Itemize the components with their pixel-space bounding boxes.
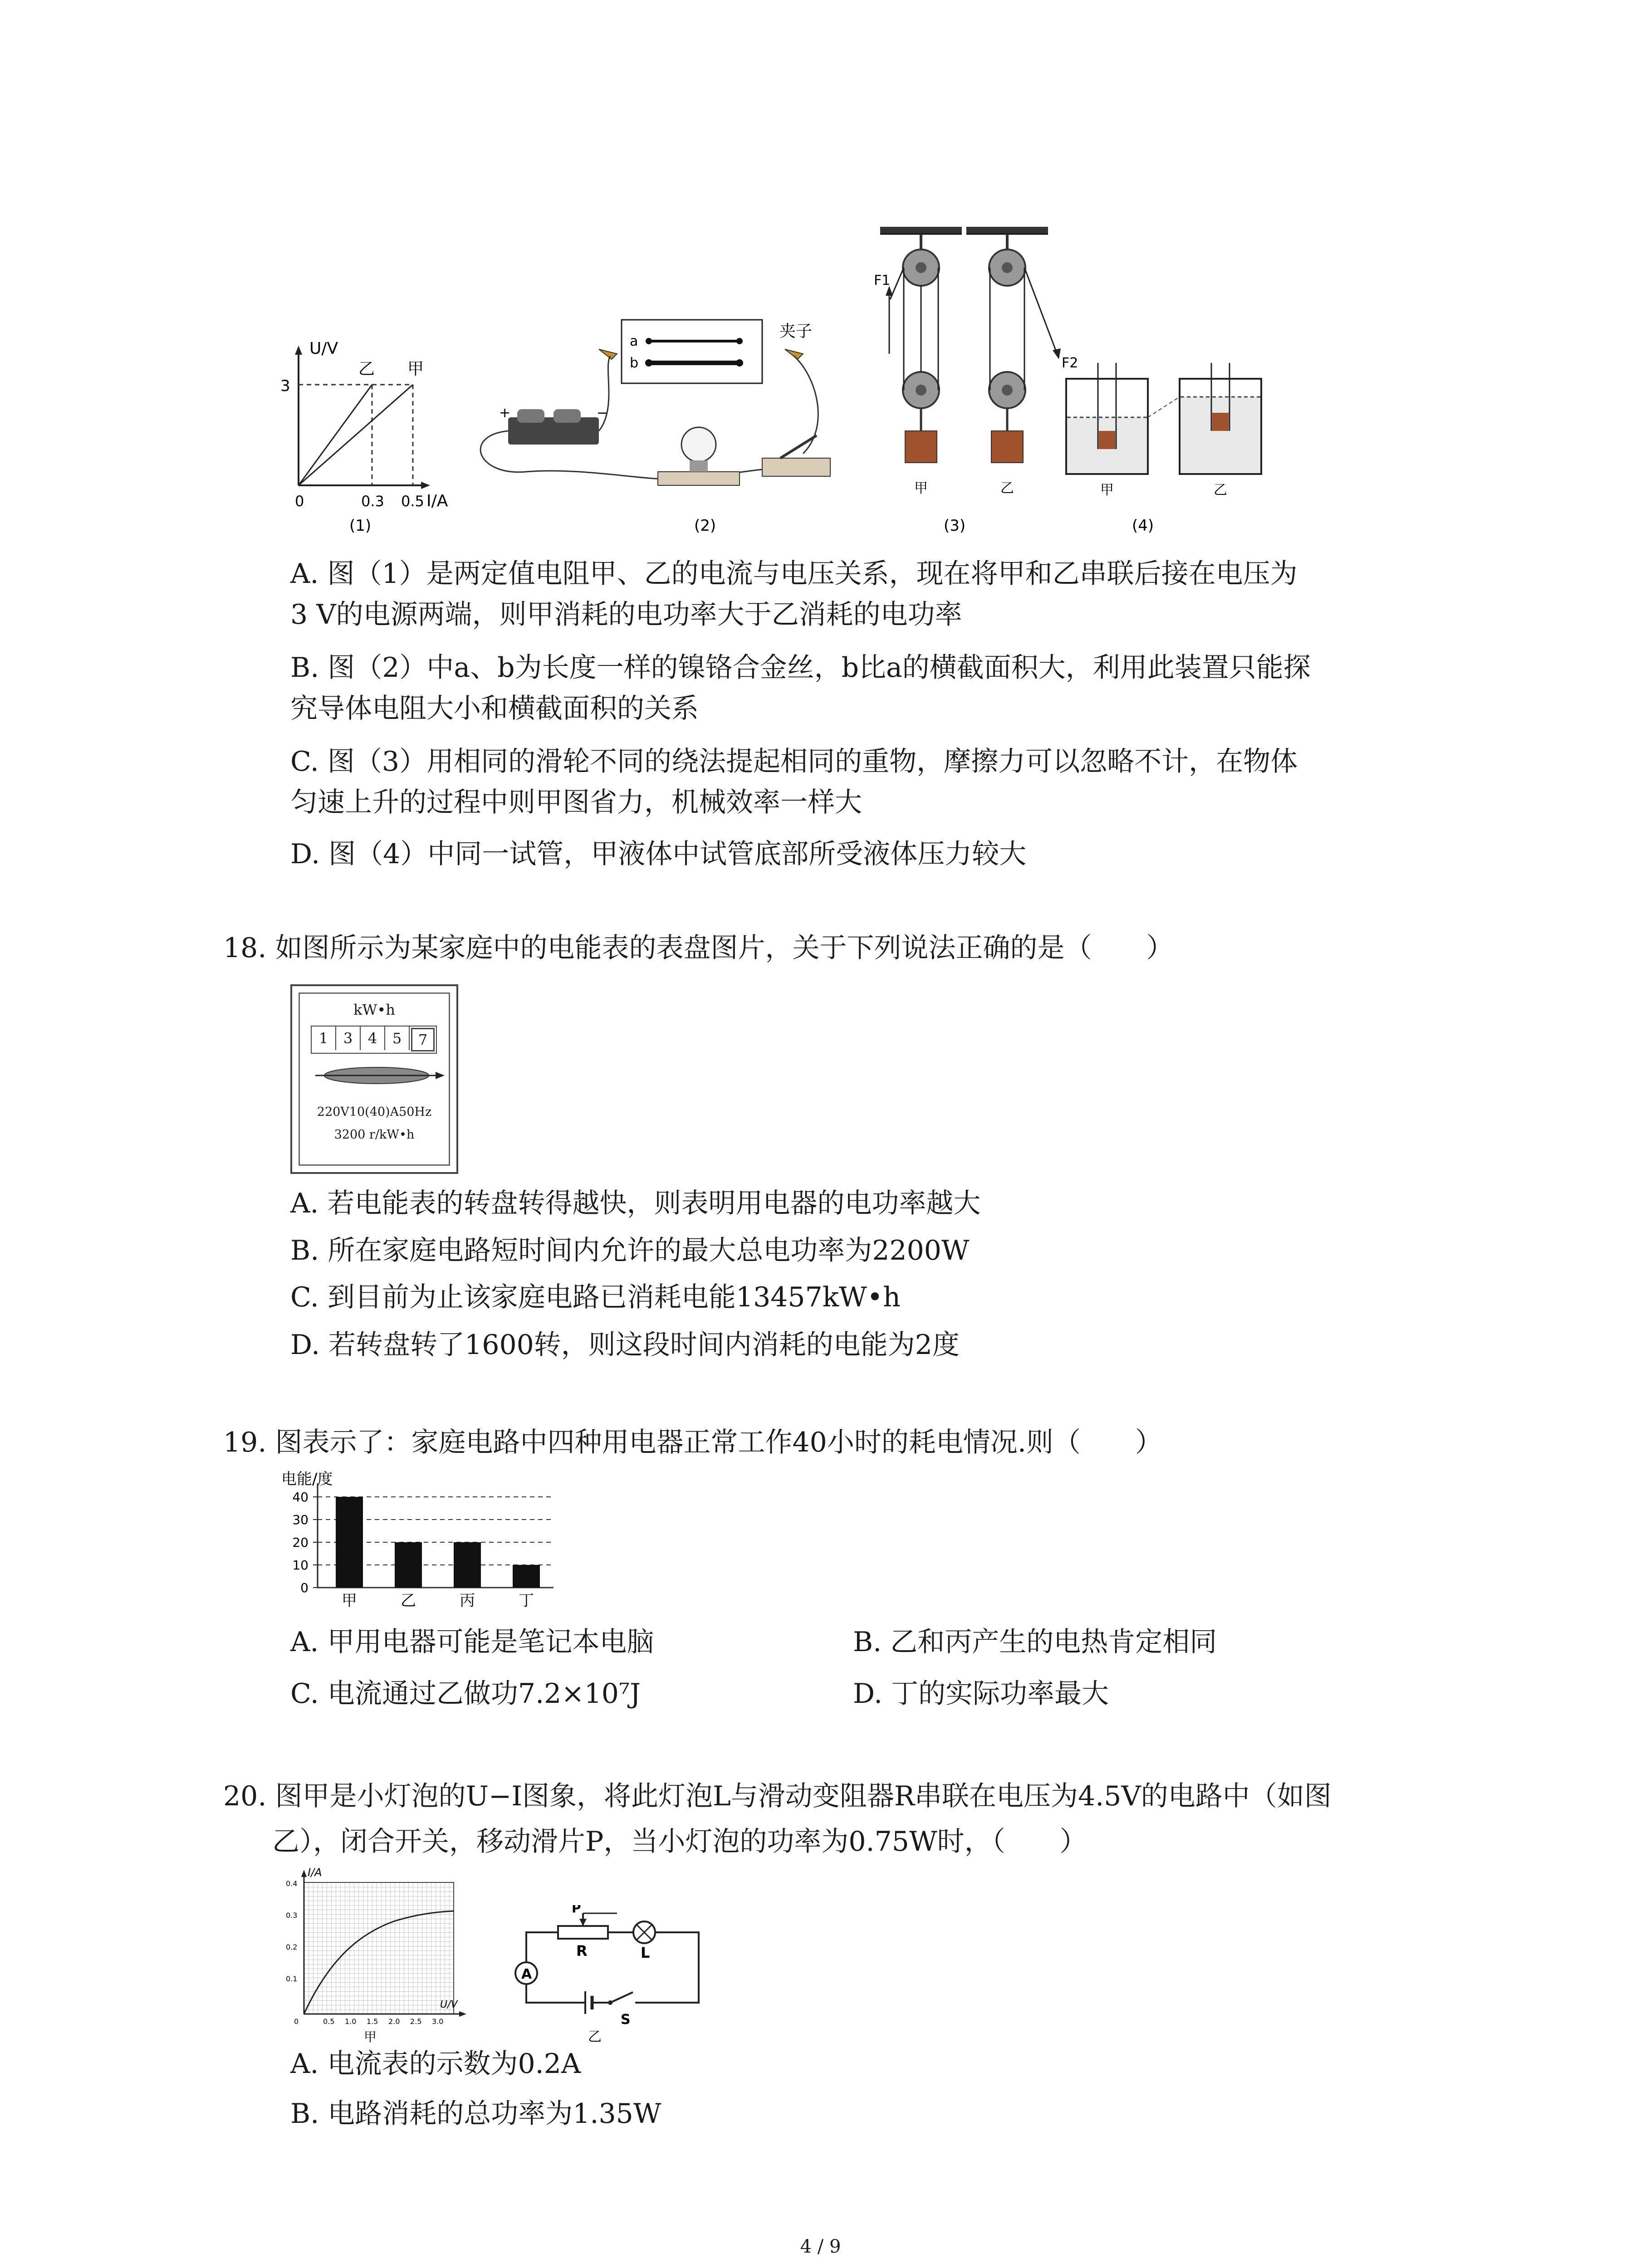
chart-category-label: 甲 xyxy=(342,1592,357,1610)
meter-digit: 4 xyxy=(361,1026,385,1050)
circuit-diagram xyxy=(499,1905,717,2055)
meter-digit: 5 xyxy=(385,1026,410,1050)
q19-option-c: C. 电流通过乙做功7.2×10⁷J xyxy=(290,1678,641,1710)
chart-ytick-label: 40 xyxy=(292,1490,309,1505)
circuit-r: R xyxy=(576,1942,588,1960)
clip-left-icon xyxy=(599,349,617,359)
fig1-x0: 0 xyxy=(295,493,304,510)
chart-ylabel: 电能/度 xyxy=(281,1470,333,1488)
q17-option-c-line1: C. 图（3）用相同的滑轮不同的绕法提起相同的重物，摩擦力可以忽略不计，在物体 xyxy=(290,746,1298,777)
chart-ytick-label: 20 xyxy=(292,1535,309,1550)
q17-option-b-line1: B. 图（2）中a、b为长度一样的镍铬合金丝，b比a的横截面积大，利用此装置只能探 xyxy=(290,652,1311,684)
ui-graph-xlabel: U/V xyxy=(440,1999,458,2010)
meter-digits xyxy=(311,1026,437,1054)
meter-unit: kW•h xyxy=(353,1001,395,1018)
meter-spec-2: 3200 r/kW•h xyxy=(334,1128,415,1142)
chart-ytick-label: 10 xyxy=(292,1558,309,1573)
circuit-l: L xyxy=(641,1944,650,1961)
q19-option-d: D. 丁的实际功率最大 xyxy=(853,1678,1109,1710)
chart-bar-乙 xyxy=(395,1542,422,1588)
q17-option-a-line2: 3 V的电源两端，则甲消耗的电功率大于乙消耗的电功率 xyxy=(290,599,962,631)
q20-stem-line1: 20. 图甲是小灯泡的U−I图象，将此灯泡L与滑动变阻器R串联在电压为4.5V的电路中（如图 xyxy=(223,1780,1332,1812)
ui-ytick: 0.2 xyxy=(286,1943,298,1951)
meter-digit: 1 xyxy=(312,1026,336,1050)
q20-option-b: B. 电路消耗的总功率为1.35W xyxy=(290,2098,661,2130)
fig2-label-b: b xyxy=(630,355,639,371)
fig3-yi: 乙 xyxy=(1000,480,1014,496)
fig3-jia: 甲 xyxy=(914,480,928,496)
fig1-ylabel: U/V xyxy=(309,339,338,358)
q18-option-b: B. 所在家庭电路短时间内允许的最大总电功率为2200W xyxy=(290,1235,970,1266)
q19-option-a: A. 甲用电器可能是笔记本电脑 xyxy=(290,1626,654,1658)
meter-digit-decimal: 7 xyxy=(411,1028,435,1051)
ui-ytick: 0.1 xyxy=(286,1975,298,1983)
ui-xtick: 0.5 xyxy=(323,2017,335,2026)
chart-ytick-label: 30 xyxy=(292,1512,309,1527)
chart-bar-丙 xyxy=(454,1542,481,1588)
q18-option-c: C. 到目前为止该家庭电路已消耗电能13457kW•h xyxy=(290,1281,901,1313)
meter-digit: 3 xyxy=(336,1026,361,1050)
electricity-meter xyxy=(290,984,458,1174)
fig1-ui-graph xyxy=(280,339,448,535)
ui-ytick: 0.3 xyxy=(286,1911,298,1920)
chart-bar-甲 xyxy=(336,1497,363,1588)
bulb-icon xyxy=(681,427,716,462)
q19-option-b: B. 乙和丙产生的电热肯定相同 xyxy=(853,1626,1217,1658)
rheostat-icon xyxy=(558,1926,608,1939)
ui-graph-caption: 甲 xyxy=(364,2029,377,2044)
fig1-line-jia: 甲 xyxy=(407,360,424,378)
fig2-clip-label: 夹子 xyxy=(779,322,813,341)
fig1-caption: (1) xyxy=(349,517,372,535)
chart-ytick-label: 0 xyxy=(300,1580,309,1595)
fig2-plus: + xyxy=(499,405,511,421)
ui-xtick: 0 xyxy=(294,2017,299,2026)
meter-disc-icon xyxy=(306,1062,451,1089)
q18-option-a: A. 若电能表的转盘转得越快，则表明用电器的电功率越大 xyxy=(290,1188,981,1219)
ui-graph xyxy=(281,1864,472,2046)
chart-bar-丁 xyxy=(513,1565,540,1588)
fig4-jia: 甲 xyxy=(1100,482,1114,498)
circuit-s: S xyxy=(621,2012,631,2028)
fig3-pulleys xyxy=(874,227,1078,535)
ui-ytick: 0.4 xyxy=(286,1879,298,1888)
ui-xtick: 2.0 xyxy=(388,2017,400,2026)
fig2-minus: − xyxy=(597,405,608,421)
ui-xtick: 1.5 xyxy=(367,2017,378,2026)
q20-stem-line2: 乙），闭合开关，移动滑片P，当小灯泡的功率为0.75W时，（ ） xyxy=(272,1826,1087,1857)
chart-category-label: 乙 xyxy=(401,1592,416,1610)
bar-chart xyxy=(272,1465,599,1619)
q17-option-d: D. 图（4）中同一试管，甲液体中试管底部所受液体压力较大 xyxy=(290,838,1027,870)
q19-stem: 19. 图表示了：家庭电路中四种用电器正常工作40小时的耗电情况.则（ ） xyxy=(223,1427,1162,1458)
q18-stem: 18. 如图所示为某家庭中的电能表的表盘图片，关于下列说法正确的是（ ） xyxy=(223,932,1174,964)
fig3-f1: F1 xyxy=(874,273,891,288)
q20-option-a: A. 电流表的示数为0.2A xyxy=(290,2048,581,2080)
q17-option-c-line2: 匀速上升的过程中则甲图省力，机械效率一样大 xyxy=(290,787,862,818)
circuit-caption: 乙 xyxy=(588,2029,602,2045)
fig4-beakers xyxy=(1066,363,1261,535)
fig1-y3: 3 xyxy=(280,377,290,395)
q17-option-a-line1: A. 图（1）是两定值电阻甲、乙的电流与电压关系，现在将甲和乙串联后接在电压为 xyxy=(290,558,1298,590)
switch-icon xyxy=(762,458,830,476)
circuit-a: A xyxy=(521,1966,532,1982)
switch-s-icon xyxy=(610,1992,633,2003)
circuit-p: P xyxy=(572,1905,581,1916)
q17-option-b-line2: 究导体电阻大小和横截面积的关系 xyxy=(290,693,699,724)
meter-spec-1: 220V10(40)A50Hz xyxy=(317,1105,432,1119)
page-number: 4 / 9 xyxy=(800,2236,841,2257)
fig1-x05: 0.5 xyxy=(401,493,424,510)
fig4-yi: 乙 xyxy=(1214,482,1227,498)
ui-xtick: 2.5 xyxy=(410,2017,422,2026)
fig2-caption: (2) xyxy=(694,517,716,535)
weight-yi-icon xyxy=(991,431,1023,463)
ui-xtick: 3.0 xyxy=(432,2017,444,2026)
q18-option-d: D. 若转盘转了1600转，则这段时间内消耗的电能为2度 xyxy=(290,1329,960,1361)
fig3-caption: (3) xyxy=(944,517,966,535)
figure-strip-q17 xyxy=(272,218,1307,544)
chart-category-label: 丙 xyxy=(460,1592,475,1610)
ui-graph-ylabel: I/A xyxy=(308,1866,322,1879)
fig1-x03: 0.3 xyxy=(361,493,384,510)
weight-jia-icon xyxy=(905,431,937,463)
fig2-circuit xyxy=(480,320,830,535)
fig3-f2: F2 xyxy=(1062,355,1078,371)
fig4-caption: (4) xyxy=(1132,517,1154,535)
fig1-xlabel: I/A xyxy=(426,492,448,510)
fig2-label-a: a xyxy=(630,333,638,349)
clip-right-icon xyxy=(785,349,803,359)
fig1-line-yi: 乙 xyxy=(358,360,375,378)
ui-xtick: 1.0 xyxy=(345,2017,357,2026)
chart-category-label: 丁 xyxy=(519,1592,534,1610)
